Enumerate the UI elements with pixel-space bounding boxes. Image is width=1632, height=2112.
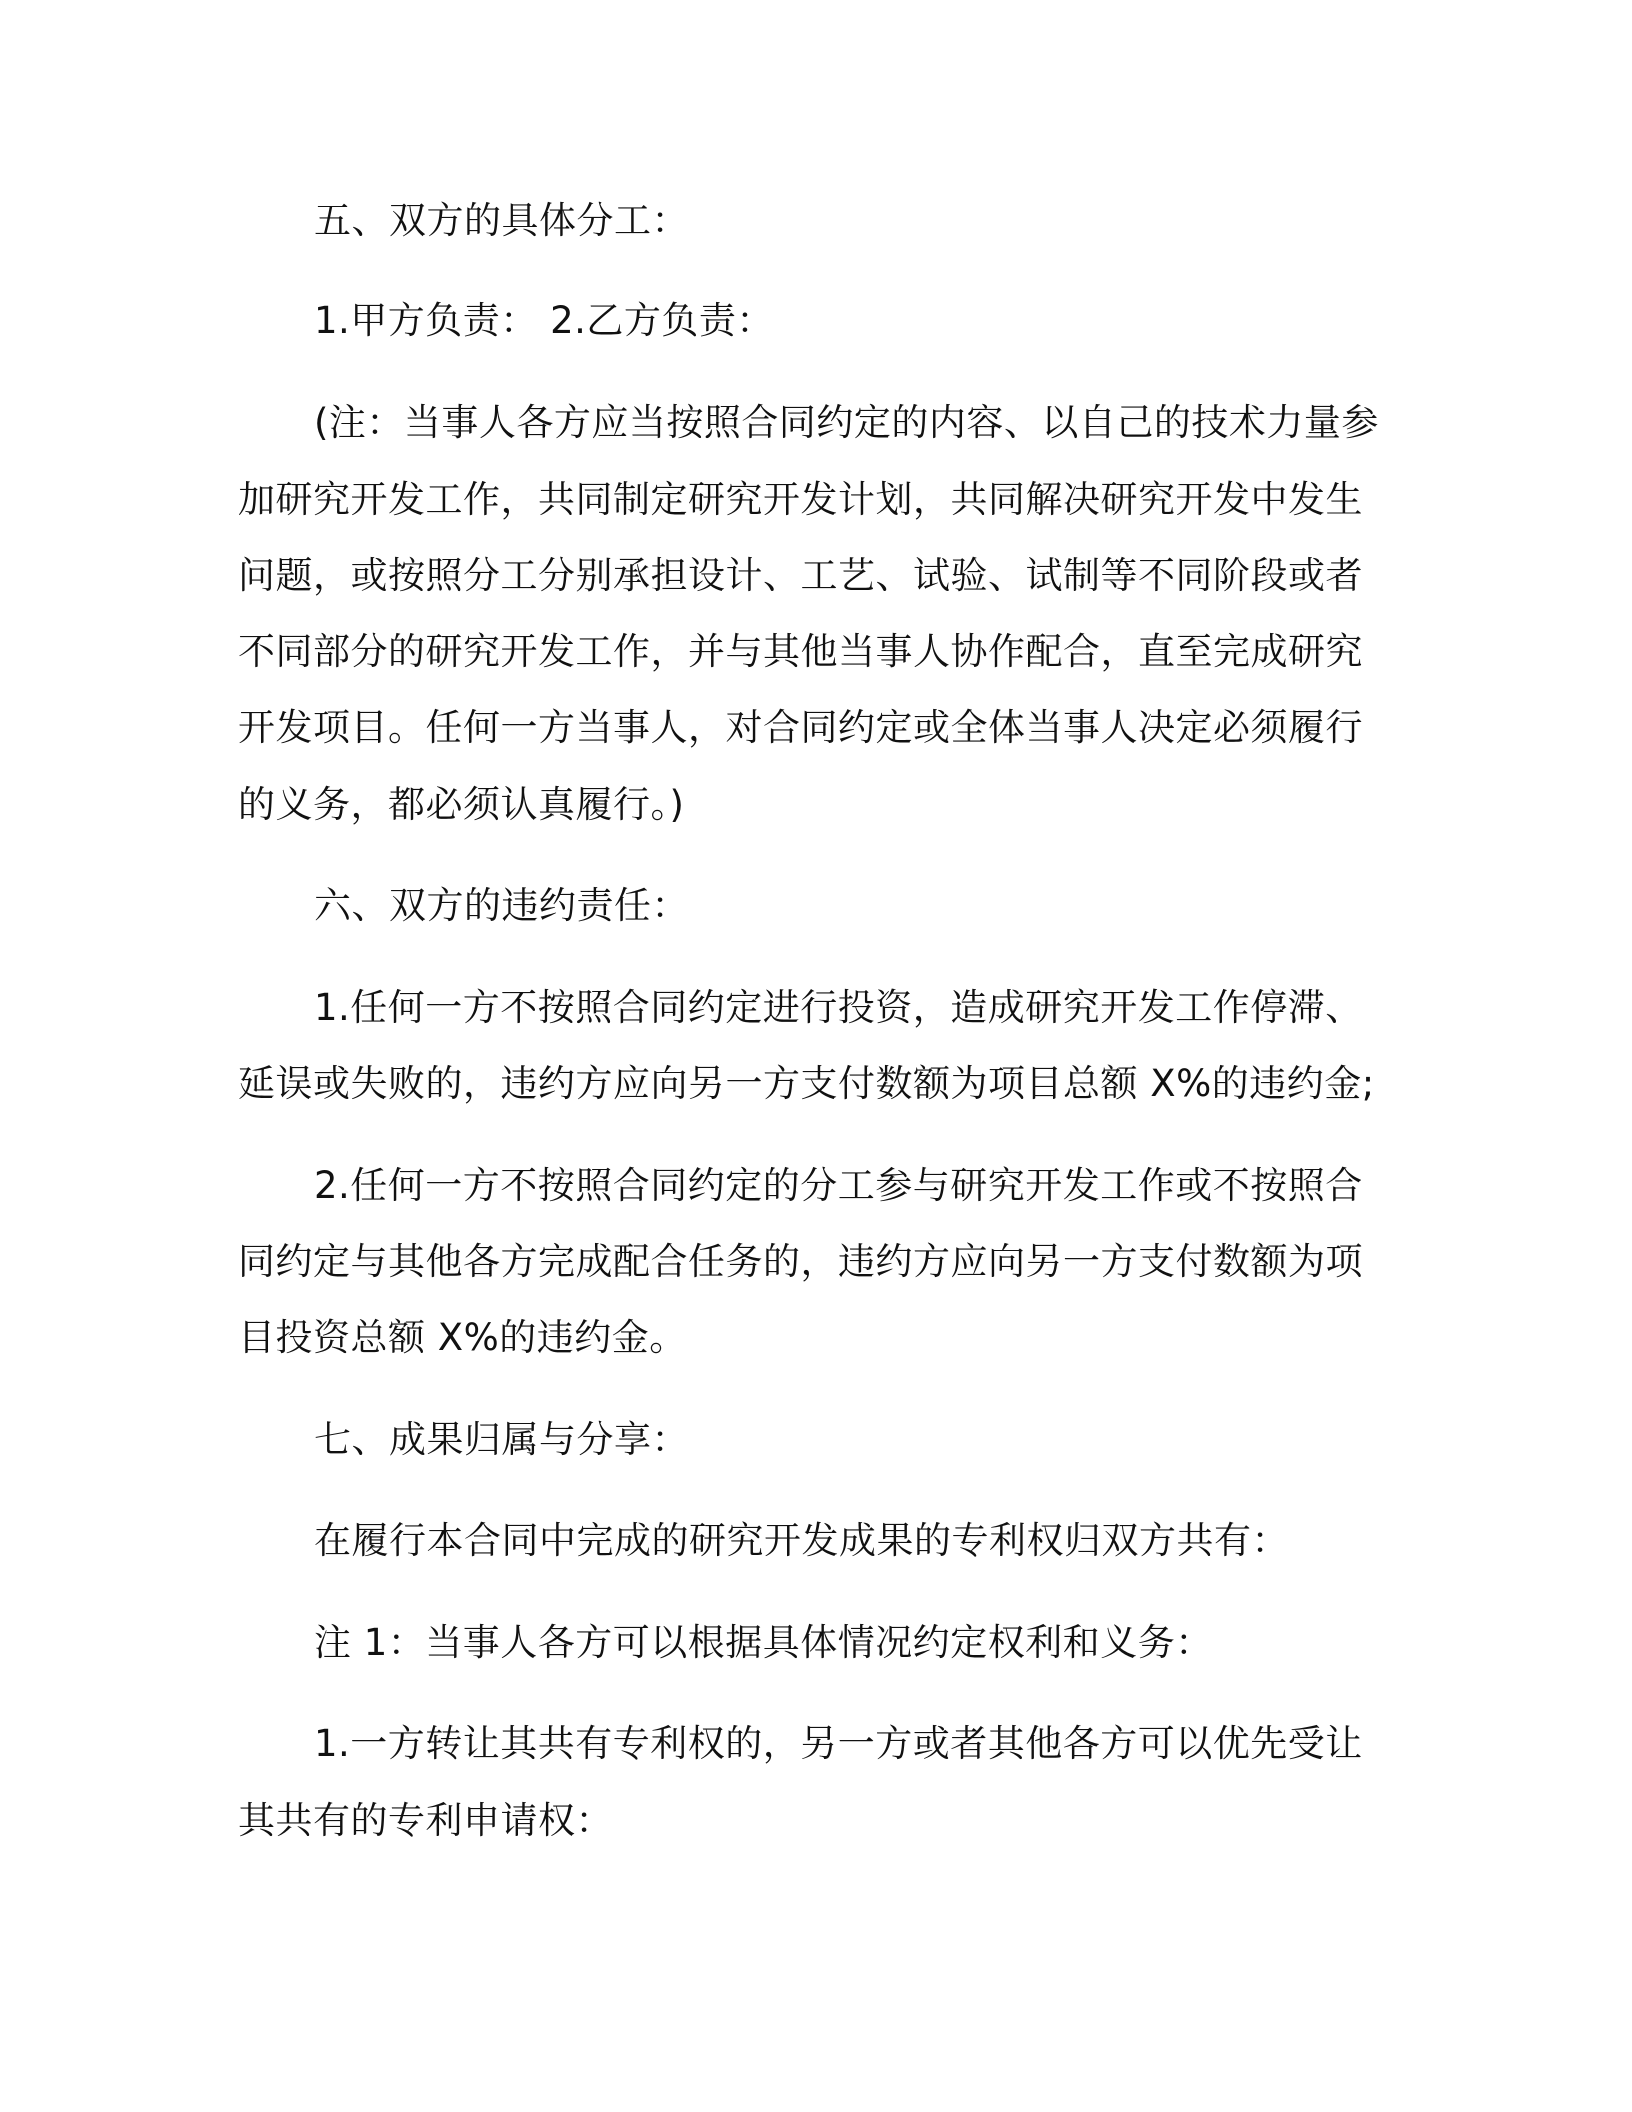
section-heading-6: 六、双方的违约责任： <box>314 884 689 927</box>
paragraph-line: 1.任何一方不按照合同约定进行投资，造成研究开发工作停滞、 <box>314 986 1363 1029</box>
paragraph-line: 1.甲方负责： 2.乙方负责： <box>314 299 774 342</box>
paragraph-line: 在履行本合同中完成的研究开发成果的专利权归双方共有： <box>314 1519 1289 1562</box>
section-heading-5: 五、双方的具体分工： <box>314 199 689 242</box>
paragraph-line: 1.一方转让其共有专利权的，另一方或者其他各方可以优先受让 <box>314 1722 1363 1765</box>
paragraph-line: 目投资总额 X%的违约金。 <box>238 1316 687 1359</box>
paragraph-line: 不同部分的研究开发工作，并与其他当事人协作配合，直至完成研究 <box>238 630 1363 673</box>
paragraph-line: 问题，或按照分工分别承担设计、工艺、试验、试制等不同阶段或者 <box>238 554 1363 597</box>
paragraph-line: 其共有的专利申请权： <box>238 1799 613 1842</box>
paragraph-line: 开发项目。任何一方当事人，对合同约定或全体当事人决定必须履行 <box>238 706 1363 749</box>
paragraph-line: 加研究开发工作，共同制定研究开发计划，共同解决研究开发中发生 <box>238 478 1363 521</box>
paragraph-line: (注：当事人各方应当按照合同约定的内容、以自己的技术力量参 <box>314 401 1379 444</box>
paragraph-line: 2.任何一方不按照合同约定的分工参与研究开发工作或不按照合 <box>314 1164 1363 1207</box>
paragraph-line: 的义务，都必须认真履行。) <box>238 783 685 826</box>
section-heading-7: 七、成果归属与分享： <box>314 1418 689 1461</box>
paragraph-line: 同约定与其他各方完成配合任务的，违约方应向另一方支付数额为项 <box>238 1240 1363 1283</box>
note-line: 注 1：当事人各方可以根据具体情况约定权利和义务： <box>314 1621 1213 1664</box>
paragraph-line: 延误或失败的，违约方应向另一方支付数额为项目总额 X%的违约金; <box>238 1062 1375 1105</box>
